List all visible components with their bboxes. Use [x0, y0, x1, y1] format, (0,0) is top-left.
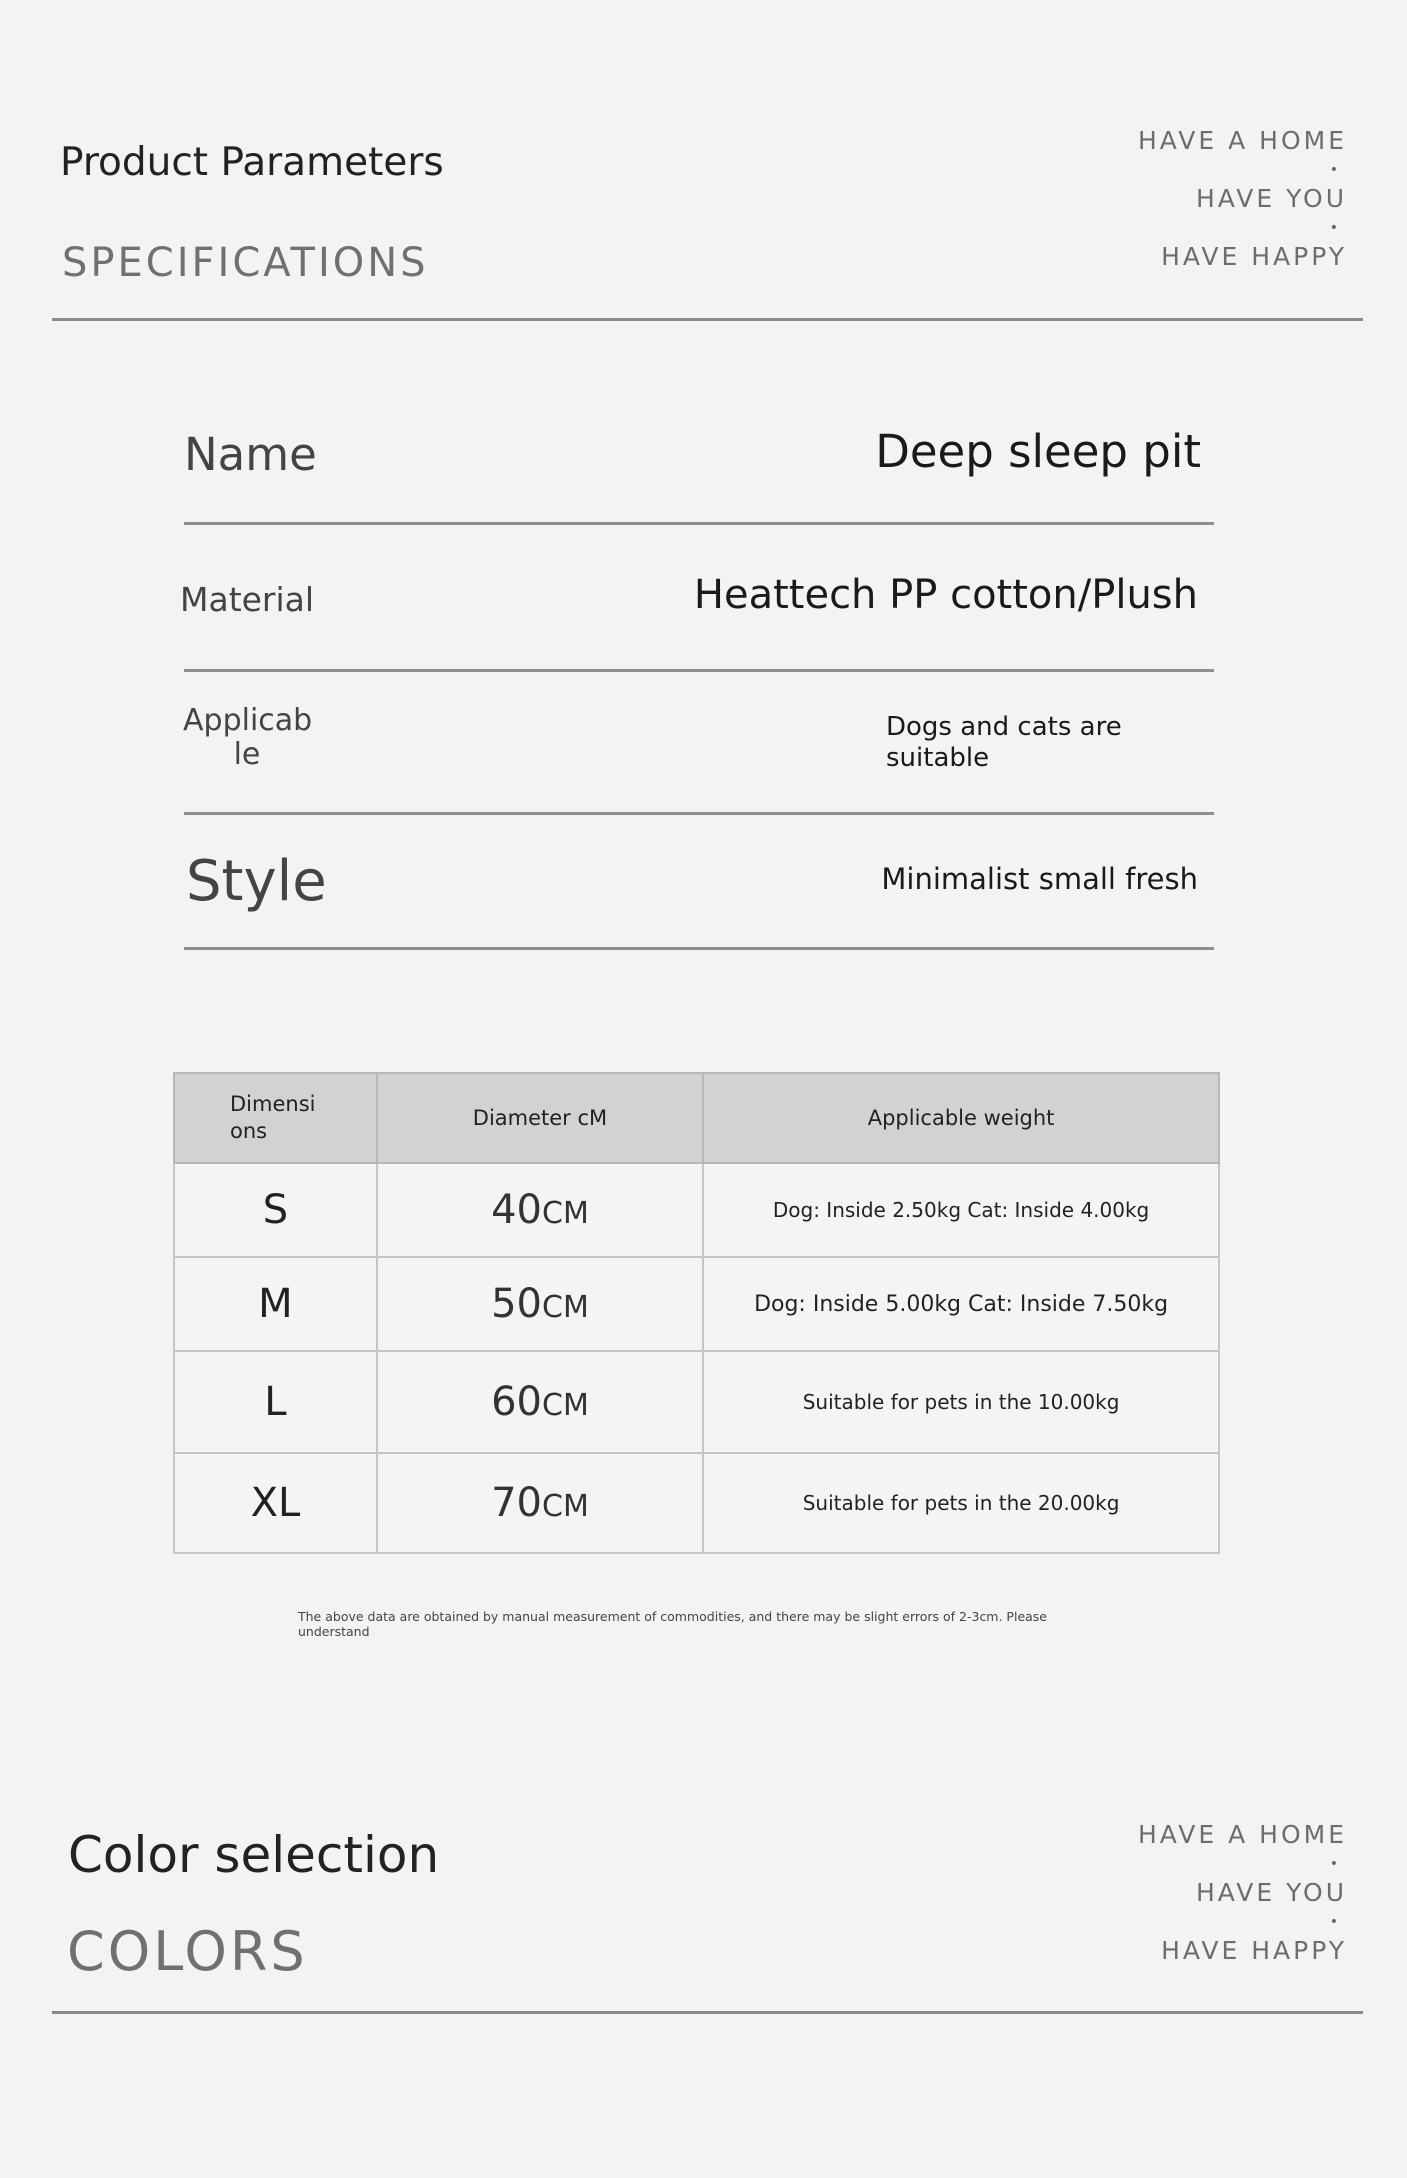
motto-line-3: HAVE HAPPY: [1161, 242, 1347, 271]
measurement-note: The above data are obtained by manual measurement of commodities, and there may be slight errors of 2-3cm. Please understand: [298, 1609, 1047, 1639]
diameter-unit: CM: [542, 1489, 589, 1524]
header-diameter: Diameter cM: [377, 1073, 703, 1163]
colors-title: Color selection: [68, 1826, 440, 1884]
size-cell: XL: [174, 1453, 377, 1553]
param-label-applicable: Applicab le: [183, 703, 313, 772]
motto-dot: •: [1329, 1914, 1341, 1930]
diameter-unit: CM: [542, 1388, 589, 1423]
param-value-material: Heattech PP cotton/Plush: [693, 572, 1198, 618]
specs-motto: [1138, 128, 1347, 269]
param-divider: [184, 522, 1214, 525]
dimensions-table: [173, 1072, 1220, 1554]
weight-cell: Suitable for pets in the 10.00kg: [703, 1351, 1219, 1453]
motto-dot: •: [1329, 220, 1341, 236]
diameter-cell: [377, 1257, 703, 1351]
param-divider: [184, 669, 1214, 672]
table-row: [174, 1163, 1219, 1257]
param-value-style: Minimalist small fresh: [881, 862, 1198, 896]
diameter-cell: [377, 1453, 703, 1553]
size-cell: S: [174, 1163, 377, 1257]
specs-title: Product Parameters: [60, 140, 444, 185]
size-cell: M: [174, 1257, 377, 1351]
diameter-cell: [377, 1163, 703, 1257]
table-row: [174, 1351, 1219, 1453]
size-cell: L: [174, 1351, 377, 1453]
weight-cell: Dog: Inside 5.00kg Cat: Inside 7.50kg: [703, 1257, 1219, 1351]
motto-line-1: HAVE A HOME: [1137, 126, 1347, 155]
param-divider: [184, 947, 1214, 950]
header-dimensions: Dimensi ons: [174, 1073, 377, 1163]
diameter-unit: CM: [542, 1196, 589, 1231]
diameter-cell: [377, 1351, 703, 1453]
param-label-name: Name: [184, 428, 317, 481]
diameter-value: 40: [491, 1187, 543, 1233]
param-label-style: Style: [186, 849, 327, 914]
motto-line-1: HAVE A HOME: [1137, 1820, 1347, 1849]
diameter-value: 70: [491, 1480, 543, 1526]
colors-motto: [1138, 1822, 1347, 1963]
diameter-value: 60: [491, 1379, 543, 1425]
table-header-row: [174, 1073, 1219, 1163]
param-label-material: Material: [180, 580, 315, 619]
motto-dot: •: [1329, 1856, 1341, 1872]
specs-divider: [52, 318, 1363, 321]
weight-cell: Dog: Inside 2.50kg Cat: Inside 4.00kg: [703, 1163, 1219, 1257]
motto-line-2: HAVE YOU: [1195, 1878, 1347, 1907]
weight-cell: Suitable for pets in the 20.00kg: [703, 1453, 1219, 1553]
param-value-applicable: Dogs and cats are suitable: [886, 712, 1122, 773]
specs-subtitle: SPECIFICATIONS: [62, 240, 429, 286]
motto-line-2: HAVE YOU: [1195, 184, 1347, 213]
colors-subtitle: COLORS: [67, 1920, 308, 1983]
table-row: [174, 1257, 1219, 1351]
header-weight: Applicable weight: [703, 1073, 1219, 1163]
diameter-unit: CM: [542, 1290, 589, 1325]
param-value-name: Deep sleep pit: [875, 425, 1201, 478]
table-row: [174, 1453, 1219, 1553]
motto-dot: •: [1329, 162, 1341, 178]
colors-divider: [52, 2011, 1363, 2014]
motto-line-3: HAVE HAPPY: [1161, 1936, 1347, 1965]
diameter-value: 50: [491, 1281, 543, 1327]
param-divider: [184, 812, 1214, 815]
